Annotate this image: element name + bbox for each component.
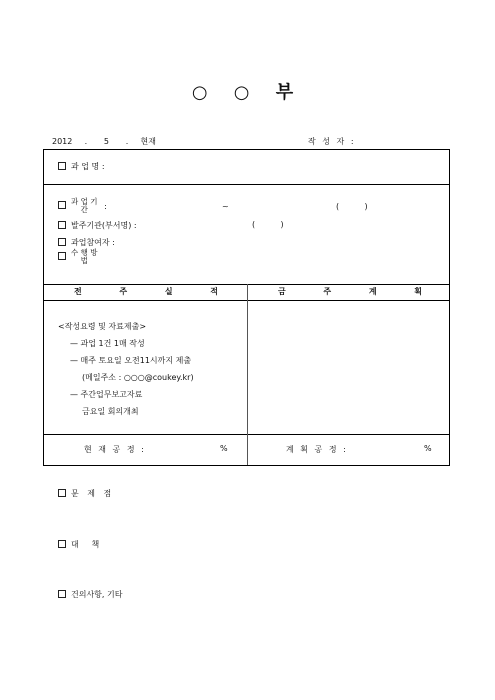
problems-section xyxy=(58,488,114,499)
client-label: 발주기관(부서명) : xyxy=(71,221,137,230)
method-label xyxy=(71,249,98,265)
planned-progress-unit: % xyxy=(424,444,434,453)
period-label xyxy=(71,198,98,214)
checkbox-icon xyxy=(58,238,66,246)
report-form xyxy=(43,149,450,466)
suggestions-label: 건의사항, 기타 xyxy=(71,590,123,599)
period-row xyxy=(58,198,107,214)
checkbox-icon xyxy=(58,540,66,548)
header-char: 획 xyxy=(414,287,422,296)
writer-label: 작 성 자 : xyxy=(308,137,356,146)
header-char: 주 xyxy=(119,287,128,296)
period-days: ( ) xyxy=(336,202,368,211)
method-label-top: 수 행 방 xyxy=(71,248,98,257)
guide-item: — 과업 1건 1매 작성 xyxy=(70,339,145,348)
date-dot: . xyxy=(125,137,129,146)
guide-item: — 주간업무보고자료 xyxy=(70,390,143,399)
header-char: 전 xyxy=(74,287,82,296)
measures-section xyxy=(58,539,99,550)
period-label-top: 과 업 기 xyxy=(71,197,98,206)
header-this-week xyxy=(278,284,422,300)
header-char: 실 xyxy=(164,287,173,296)
checkbox-icon xyxy=(58,489,66,497)
period-tilde: ~ xyxy=(222,202,229,211)
current-progress-label: 현 재 공 정 : xyxy=(84,445,146,454)
column-divider xyxy=(247,284,248,465)
participants-label: 과업참여자 : xyxy=(71,238,115,247)
suggestions-section xyxy=(58,589,122,600)
checkbox-icon xyxy=(58,162,66,170)
date-dot: . xyxy=(84,137,88,146)
checkbox-icon xyxy=(58,221,66,229)
client-row xyxy=(58,220,137,231)
header-char: 금 xyxy=(278,287,286,296)
participants-row xyxy=(58,237,115,248)
checkbox-icon xyxy=(58,201,66,209)
problems-label: 문 제 점 xyxy=(71,489,115,498)
project-name-row xyxy=(58,161,105,172)
report-date xyxy=(52,136,156,147)
header-last-week xyxy=(74,284,218,300)
period-label-bottom: 간 xyxy=(80,205,88,214)
header-char: 적 xyxy=(210,287,218,296)
guide-item: — 매주 토요일 오전11시까지 제출 xyxy=(70,356,192,365)
method-row xyxy=(58,249,98,265)
date-year: 2012 xyxy=(52,137,73,146)
planned-progress-label: 계 획 공 정 : xyxy=(286,445,348,454)
guide-heading: <작성요령 및 자료제출> xyxy=(58,322,147,331)
checkbox-icon xyxy=(58,590,66,598)
date-now: 현재 xyxy=(140,137,157,146)
header-char: 주 xyxy=(323,287,332,296)
divider xyxy=(44,184,449,185)
period-colon: : xyxy=(104,201,107,211)
header-char: 계 xyxy=(368,287,377,296)
project-name-label: 과 업 명 : xyxy=(71,162,105,171)
measures-label: 대 책 xyxy=(71,540,100,549)
client-paren: ( ) xyxy=(252,220,284,229)
date-month: 5 xyxy=(103,137,109,146)
current-progress-unit: % xyxy=(220,444,230,453)
guide-email: (메일주소 : ○○○@coukey.kr) xyxy=(82,373,194,382)
method-label-bottom: 법 xyxy=(80,256,88,265)
page-title: ○ ○ 부 xyxy=(191,82,304,103)
guide-meeting: 금요일 회의개최 xyxy=(82,407,139,416)
checkbox-icon xyxy=(58,252,66,260)
